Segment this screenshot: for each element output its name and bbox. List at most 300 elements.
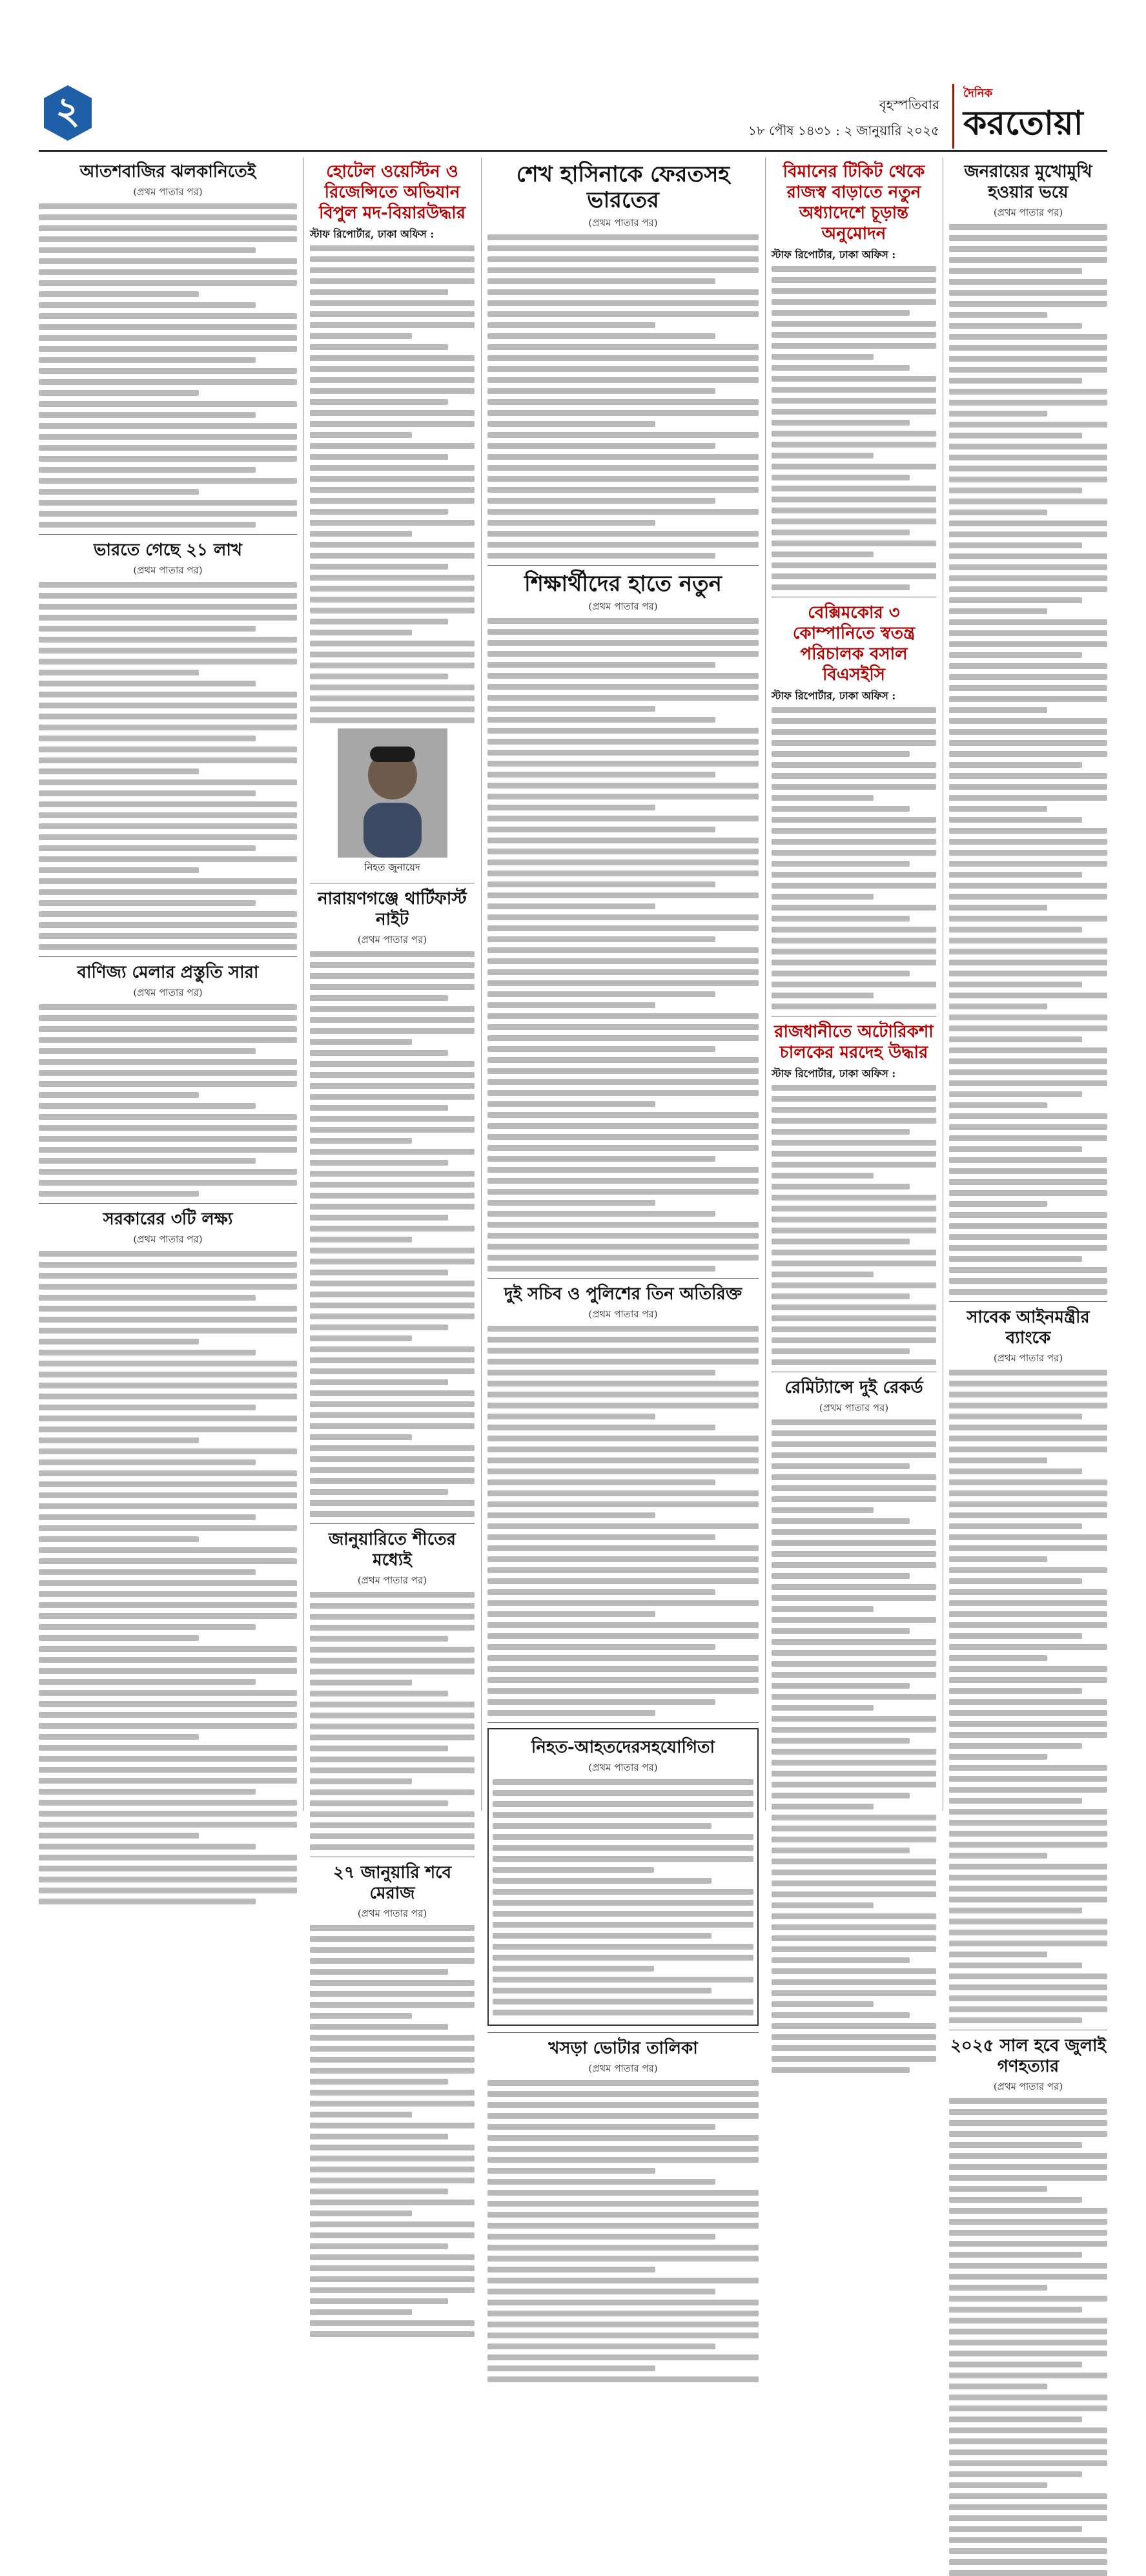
text-line bbox=[487, 509, 759, 515]
story-body bbox=[949, 1370, 1107, 2023]
text-line bbox=[949, 1655, 1047, 1661]
text-line bbox=[949, 1370, 1107, 1376]
text-line bbox=[949, 1047, 1107, 1053]
text-line bbox=[949, 553, 1107, 559]
text-line bbox=[487, 333, 715, 339]
story-secretaries-police bbox=[487, 1284, 759, 1716]
text-line bbox=[310, 1182, 475, 1188]
text-line bbox=[772, 409, 936, 415]
text-line bbox=[949, 1666, 1107, 1672]
text-line bbox=[949, 2351, 1107, 2356]
text-line bbox=[39, 1026, 297, 1032]
text-line bbox=[39, 225, 297, 231]
text-line bbox=[949, 619, 1107, 625]
text-line bbox=[310, 1767, 475, 1773]
text-line bbox=[39, 1613, 297, 1619]
text-line bbox=[39, 258, 297, 264]
text-line bbox=[772, 2012, 910, 2018]
text-line bbox=[949, 751, 1107, 757]
text-line bbox=[39, 604, 297, 610]
column-separator bbox=[481, 158, 482, 1811]
text-line bbox=[949, 1512, 1107, 1518]
text-line bbox=[493, 1955, 753, 1961]
text-line bbox=[310, 1844, 475, 1850]
text-line bbox=[949, 2373, 1107, 2378]
text-line bbox=[949, 1458, 1047, 1463]
text-line bbox=[949, 499, 1107, 504]
story-headline: রেমিট্যান্সে দুই রেকর্ড bbox=[784, 1378, 923, 1397]
continued-note: (প্রথম পাতার পর) bbox=[993, 2081, 1063, 2092]
text-line bbox=[487, 2201, 759, 2207]
text-line bbox=[949, 916, 1107, 922]
text-line bbox=[39, 1877, 297, 1882]
text-line bbox=[487, 465, 759, 471]
text-line bbox=[39, 1405, 256, 1410]
text-line bbox=[772, 562, 936, 568]
text-line bbox=[39, 725, 297, 730]
text-line bbox=[39, 834, 297, 840]
text-line bbox=[487, 794, 759, 799]
text-line bbox=[949, 2570, 1107, 2576]
text-line bbox=[772, 1979, 936, 1985]
continued-note: (প্রথম পাতার পর) bbox=[133, 186, 203, 198]
text-line bbox=[39, 1602, 297, 1608]
text-line bbox=[310, 1292, 475, 1297]
text-line bbox=[772, 1617, 936, 1623]
text-line bbox=[487, 300, 759, 306]
text-line bbox=[949, 2197, 1082, 2203]
text-line bbox=[493, 1900, 753, 1906]
text-line bbox=[487, 1600, 759, 1606]
story-fireworks bbox=[39, 161, 297, 528]
text-line bbox=[772, 1804, 874, 1809]
text-line bbox=[772, 1957, 910, 1963]
text-line bbox=[487, 432, 759, 438]
text-line bbox=[310, 399, 448, 405]
text-line bbox=[949, 564, 1107, 570]
text-line bbox=[487, 366, 759, 372]
text-line bbox=[487, 805, 655, 810]
text-line bbox=[310, 2112, 412, 2117]
text-line bbox=[487, 1567, 759, 1573]
text-line bbox=[772, 1304, 936, 1310]
text-line bbox=[949, 740, 1107, 746]
text-line bbox=[772, 1551, 936, 1557]
text-line bbox=[493, 1999, 753, 2004]
text-line bbox=[772, 1870, 936, 1875]
text-line bbox=[949, 1146, 1082, 1152]
text-line bbox=[772, 1628, 910, 1634]
text-line bbox=[949, 1468, 1082, 1474]
text-line bbox=[949, 1842, 1107, 1848]
text-line bbox=[487, 1337, 759, 1343]
text-line bbox=[487, 903, 655, 909]
text-line bbox=[39, 412, 256, 418]
text-line bbox=[39, 500, 297, 506]
text-line bbox=[949, 1721, 1107, 1727]
text-line bbox=[310, 1592, 475, 1598]
story-former-law-minister-bank bbox=[949, 1307, 1107, 2023]
text-line bbox=[487, 860, 759, 865]
text-line bbox=[487, 695, 759, 701]
text-line bbox=[39, 1437, 199, 1443]
text-line bbox=[772, 729, 936, 735]
text-line bbox=[39, 423, 297, 429]
story-hotel-raid bbox=[310, 161, 475, 876]
story-body bbox=[487, 2080, 759, 2382]
text-line bbox=[772, 1782, 936, 1788]
text-line bbox=[310, 1800, 448, 1806]
text-line bbox=[487, 245, 759, 251]
text-line bbox=[772, 751, 910, 757]
text-line bbox=[949, 1908, 1082, 1913]
text-line bbox=[487, 1134, 759, 1140]
text-line bbox=[487, 947, 759, 953]
text-line bbox=[493, 1790, 753, 1796]
text-line bbox=[487, 410, 759, 416]
text-line bbox=[949, 2493, 1107, 2499]
text-line bbox=[949, 1479, 1107, 1485]
text-line bbox=[487, 739, 759, 745]
text-line bbox=[949, 707, 1047, 713]
text-line bbox=[39, 1767, 297, 1773]
text-line bbox=[310, 388, 475, 394]
text-line bbox=[949, 1941, 1107, 1946]
text-line bbox=[310, 674, 448, 679]
text-line bbox=[949, 817, 1082, 823]
continued-note: (প্রথম পাতার পর) bbox=[819, 1402, 889, 1414]
story-headline: দুই সচিব ও পুলিশের তিন অতিরিক্ত bbox=[504, 1284, 742, 1304]
text-line bbox=[772, 1507, 874, 1513]
text-line bbox=[310, 2123, 475, 2128]
text-line bbox=[487, 278, 715, 284]
text-line bbox=[310, 1511, 475, 1517]
text-line bbox=[39, 1624, 256, 1630]
text-line bbox=[310, 2320, 475, 2326]
story-narayanganj-thirty-first bbox=[310, 889, 475, 1517]
text-line bbox=[39, 637, 297, 643]
text-line bbox=[949, 1080, 1107, 1086]
text-line bbox=[949, 279, 1107, 285]
text-line bbox=[310, 2309, 412, 2315]
text-line bbox=[310, 1778, 412, 1784]
text-line bbox=[39, 1048, 256, 1054]
text-line bbox=[39, 1811, 297, 1817]
text-line bbox=[772, 442, 936, 448]
continued-note: (প্রথম পাতার পর) bbox=[357, 934, 427, 945]
text-line bbox=[772, 475, 910, 480]
text-line bbox=[310, 410, 475, 416]
text-line bbox=[487, 1079, 759, 1085]
text-line bbox=[310, 454, 448, 460]
text-line bbox=[310, 1314, 475, 1319]
text-line bbox=[949, 630, 1107, 636]
text-line bbox=[772, 1463, 910, 1469]
text-line bbox=[39, 1778, 297, 1784]
text-line bbox=[949, 224, 1107, 230]
text-line bbox=[772, 1348, 910, 1354]
text-line bbox=[949, 1853, 1047, 1859]
text-line bbox=[310, 1083, 475, 1089]
text-line bbox=[949, 2142, 1082, 2148]
text-line bbox=[310, 1625, 475, 1631]
text-line bbox=[39, 445, 297, 451]
story-body bbox=[487, 234, 759, 559]
text-line bbox=[949, 2164, 1107, 2170]
text-line bbox=[487, 1200, 655, 1206]
text-line bbox=[310, 289, 448, 295]
text-line bbox=[949, 345, 1107, 351]
text-line bbox=[772, 850, 936, 856]
text-line bbox=[487, 618, 759, 624]
text-line bbox=[949, 575, 1107, 581]
text-line bbox=[772, 861, 910, 867]
text-line bbox=[39, 335, 297, 341]
text-line bbox=[310, 2254, 475, 2260]
text-line bbox=[949, 356, 1107, 362]
text-line bbox=[949, 334, 1107, 340]
text-line bbox=[949, 674, 1107, 680]
text-line bbox=[772, 1315, 936, 1321]
text-line bbox=[310, 1138, 412, 1144]
text-line bbox=[39, 1059, 297, 1065]
text-line bbox=[949, 1212, 1107, 1218]
text-line bbox=[310, 443, 475, 449]
text-line bbox=[487, 2212, 759, 2218]
text-line bbox=[949, 1995, 1107, 2001]
text-line bbox=[310, 2243, 448, 2249]
text-line bbox=[310, 1423, 475, 1429]
text-line bbox=[493, 1823, 711, 1829]
text-line bbox=[949, 1025, 1107, 1031]
text-line bbox=[493, 2010, 753, 2015]
text-line bbox=[949, 1058, 1107, 1064]
text-line bbox=[949, 2017, 1082, 2023]
text-line bbox=[310, 1127, 475, 1133]
text-line bbox=[949, 586, 1107, 592]
text-line bbox=[772, 1990, 936, 1996]
text-line bbox=[39, 714, 297, 719]
text-line bbox=[772, 839, 936, 845]
text-line bbox=[772, 1140, 936, 1146]
story-headline: বাণিজ্য মেলার প্রস্তুতি সারা bbox=[77, 963, 259, 982]
text-line bbox=[772, 453, 874, 459]
text-line bbox=[493, 1889, 753, 1895]
text-line bbox=[487, 1534, 715, 1540]
text-line bbox=[39, 1536, 199, 1542]
text-line bbox=[949, 762, 1082, 768]
text-line bbox=[487, 925, 759, 931]
text-line bbox=[310, 1647, 475, 1653]
text-line bbox=[949, 323, 1082, 329]
text-line bbox=[487, 1112, 759, 1118]
text-line bbox=[949, 2131, 1107, 2137]
text-line bbox=[772, 1359, 936, 1365]
text-line bbox=[39, 747, 297, 752]
text-line bbox=[949, 2526, 1082, 2532]
text-line bbox=[949, 1886, 1107, 1891]
text-line bbox=[310, 1412, 475, 1418]
text-line bbox=[310, 1401, 475, 1407]
column-1 bbox=[39, 158, 297, 1811]
text-line bbox=[487, 1523, 759, 1529]
text-line bbox=[39, 582, 297, 588]
text-line bbox=[949, 411, 1047, 417]
text-line bbox=[310, 1324, 448, 1330]
text-line bbox=[949, 1447, 1107, 1452]
text-line bbox=[772, 1683, 910, 1689]
page-number: ২ bbox=[56, 88, 80, 132]
text-line bbox=[487, 2080, 759, 2086]
text-line bbox=[949, 773, 1107, 779]
text-line bbox=[949, 652, 1082, 658]
text-line bbox=[949, 1688, 1082, 1694]
text-line bbox=[487, 761, 759, 767]
text-line bbox=[310, 1500, 475, 1506]
text-line bbox=[949, 268, 1082, 274]
text-line bbox=[949, 1754, 1047, 1760]
text-line bbox=[949, 1223, 1107, 1229]
text-line bbox=[310, 2265, 475, 2271]
text-line bbox=[487, 2190, 759, 2196]
text-line bbox=[949, 1984, 1107, 1990]
text-line bbox=[487, 1035, 759, 1041]
text-line bbox=[310, 1006, 475, 1012]
text-line bbox=[310, 1969, 448, 1975]
text-line bbox=[39, 1158, 256, 1164]
text-line bbox=[949, 2307, 1082, 2313]
text-line bbox=[39, 889, 297, 895]
text-line bbox=[949, 1168, 1107, 1174]
text-line bbox=[487, 1710, 655, 1716]
text-line bbox=[772, 1705, 874, 1711]
text-line bbox=[310, 706, 475, 712]
text-line bbox=[949, 1015, 1107, 1020]
text-line bbox=[772, 1606, 874, 1612]
text-line bbox=[949, 1267, 1107, 1273]
text-line bbox=[772, 343, 936, 349]
text-line bbox=[39, 1899, 256, 1904]
text-line bbox=[487, 1046, 715, 1052]
text-line bbox=[487, 2256, 759, 2262]
text-line bbox=[310, 1757, 475, 1762]
text-line bbox=[493, 1856, 753, 1862]
story-body bbox=[949, 224, 1107, 1295]
text-line bbox=[949, 1973, 1107, 1979]
text-line bbox=[487, 1013, 759, 1019]
text-line bbox=[949, 1102, 1047, 1108]
newspaper-logo bbox=[952, 84, 1107, 149]
story-headline: নারায়ণগঞ্জে থার্টিফার্স্ট নাইট bbox=[318, 889, 467, 929]
text-line bbox=[949, 2482, 1047, 2488]
story-fear-of-verdict bbox=[949, 161, 1107, 1295]
text-line bbox=[39, 1525, 297, 1531]
story-divider bbox=[39, 956, 297, 957]
text-line bbox=[772, 1595, 936, 1601]
text-line bbox=[310, 2167, 475, 2172]
text-line bbox=[39, 368, 297, 374]
text-line bbox=[487, 498, 715, 504]
text-line bbox=[949, 1798, 1082, 1804]
issue-date: ১৮ পৌষ ১৪৩১ : ২ জানুয়ারি ২০২৫ bbox=[748, 123, 939, 138]
continued-note: (প্রথম পাতার পর) bbox=[588, 601, 658, 612]
text-line bbox=[39, 1734, 199, 1740]
text-line bbox=[487, 1145, 759, 1151]
text-line bbox=[487, 772, 715, 778]
text-line bbox=[949, 2285, 1047, 2291]
text-line bbox=[487, 2311, 759, 2316]
text-line bbox=[949, 718, 1107, 724]
text-line bbox=[949, 1875, 1107, 1880]
text-line bbox=[310, 1658, 475, 1664]
text-line bbox=[39, 1833, 199, 1839]
text-line bbox=[310, 1680, 412, 1685]
text-line bbox=[39, 1646, 297, 1652]
text-line bbox=[949, 850, 1107, 856]
text-line bbox=[772, 266, 936, 272]
text-line bbox=[39, 1558, 297, 1564]
text-line bbox=[310, 1270, 448, 1275]
text-line bbox=[310, 1160, 448, 1166]
text-line bbox=[39, 922, 297, 928]
text-line bbox=[949, 400, 1107, 406]
text-line bbox=[949, 1124, 1107, 1130]
text-line bbox=[39, 357, 256, 363]
text-line bbox=[39, 346, 297, 352]
text-line bbox=[310, 564, 448, 570]
text-line bbox=[310, 619, 448, 624]
text-line bbox=[949, 2471, 1082, 2477]
text-line bbox=[39, 790, 256, 796]
text-line bbox=[949, 1004, 1047, 1009]
text-line bbox=[949, 1135, 1107, 1141]
text-line bbox=[772, 1151, 936, 1157]
text-line bbox=[39, 1114, 297, 1120]
text-line bbox=[949, 795, 1107, 801]
text-line bbox=[487, 2102, 759, 2108]
text-line bbox=[772, 1738, 910, 1744]
text-line bbox=[772, 740, 936, 746]
text-line bbox=[310, 1947, 475, 1953]
text-line bbox=[310, 608, 475, 613]
text-line bbox=[39, 1317, 297, 1323]
story-body bbox=[310, 1592, 475, 1850]
text-line bbox=[772, 1826, 936, 1831]
text-line bbox=[772, 2056, 936, 2062]
text-line bbox=[949, 2296, 1107, 2302]
text-line bbox=[39, 1855, 297, 1860]
text-line bbox=[310, 1094, 475, 1100]
text-line bbox=[949, 2515, 1107, 2521]
text-line bbox=[310, 487, 475, 493]
text-line bbox=[772, 1228, 936, 1233]
text-line bbox=[310, 1357, 475, 1363]
text-line bbox=[772, 497, 936, 502]
text-line bbox=[39, 478, 297, 484]
text-line bbox=[487, 388, 715, 394]
text-line bbox=[39, 1125, 297, 1131]
text-line bbox=[487, 706, 655, 712]
text-line bbox=[487, 684, 759, 690]
story-divider bbox=[487, 2032, 759, 2033]
text-line bbox=[39, 214, 297, 220]
text-line bbox=[493, 1878, 711, 1884]
text-line bbox=[487, 1359, 759, 1365]
text-line bbox=[949, 861, 1107, 867]
text-line bbox=[310, 696, 475, 701]
text-line bbox=[949, 2006, 1107, 2012]
story-byline: স্টাফ রিপোর্টার, ঢাকা অফিস : bbox=[772, 690, 896, 702]
